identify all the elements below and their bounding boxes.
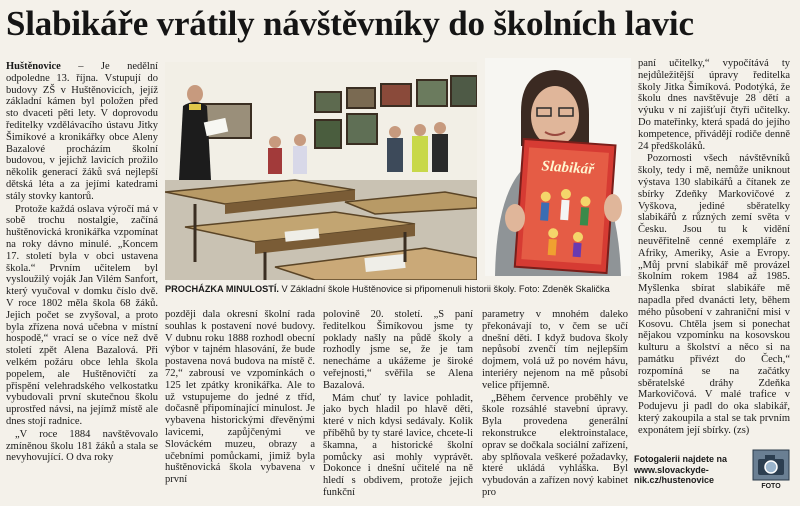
headline: Slabikáře vrátily návštěvníky do školních lavic [6, 4, 694, 43]
article-column-5 [638, 58, 790, 438]
camera-icon [752, 449, 790, 489]
classroom-photo [165, 62, 477, 280]
portrait-illustration [485, 58, 631, 276]
article-paragraph: paní učitelky,“ vypočítává ty nejdůležitější úpravy ředitelka školy Jitka Šimíková. Podotýká, že školu dnes navštěvuje 28 dětí a výuku v ní zajišťují čtyři učitelky. Do mateřinky, která spadá do jejího kompetence, přivádějí rodiče denně 24 předškoláků. [638, 58, 790, 152]
article-paragraph: parametry v mnohém daleko překonávají to, v čem se učí dnešní děti. I když budova školy nepůsobí zvenčí tím nejlepším dojmem, volá už po novém hávu, interiéry nejenom na mě působí velice příjemně. [482, 309, 628, 391]
article-column-1 [6, 61, 158, 465]
promo-link[interactable]: nik.cz/hustenovice [634, 475, 715, 485]
article-column-2 [165, 309, 315, 487]
classroom-illustration [165, 62, 477, 280]
article-paragraph: Mám chuť ty lavice pohladit, jako bych hladil po hlavě děti, které v nich kdysi sedávaly. Kolik příběhů by ty staré lavice, chcete-li škamna, a historické školní pomůcky asi mohly vyprávět. Dokonce i dnešní učitelé na ně hledí s obdivem, protože jejich funkční [323, 392, 473, 498]
photo-caption [165, 284, 635, 295]
article-paragraph [6, 61, 158, 203]
dateline: Huštěnovice [6, 61, 61, 72]
book-title: Slabikář [541, 158, 595, 178]
article-paragraph: Protože každá oslava výročí má v sobě trochu nostalgie, začíná huštěnovická kronikářka vzpomínat na roky dávno minulé. „Koncem 17. století byla v obci ustavena škola.“ Prvním učitelem byl vysloužilý voják Jan Vilém Sanfort, který vyučoval v domku číslo dvě. V roce 1802 měla škola 68 žáků. Jejich počet se zvyšoval, a proto byla zřízena nová učebna v místní hospodě,“ vrací se o více než dvě století zpět Alena Bazalová. Při velkém požáru obce lehla škola popelem, ale Huštěnovičtí za přispění velehradského velkostatku vybudovali první skutečnou školu uprostřed návsi, na jejímž místě ale dnes stojí radnice. [6, 203, 158, 427]
promo-link[interactable]: www.slovackyde- [634, 464, 709, 475]
article-column-3 [323, 309, 473, 500]
article-paragraph: později dala okresní školní rada souhlas k postavení nové budovy. V dubnu roku 1888 rozhodl obecní výbor v tajném hlasování, že bude postavena nová budova na místě č. 72,“ zabrousí ve vzpomínkách o 125 let zpátky kronikářka. Ale to už vstupujeme do jedné z tříd, dočasně připomínající minulost. Je vybavena historickými dřevěnými lavicemi, zapůjčenými ve Slováckém muzeu, obrazy a učebními pomůckami, jimiž byla huštěnovická škola vybavena v první [165, 309, 315, 486]
paragraph-text: – Je nedělní odpoledne 13. října. Vstupují do budovy ZŠ v Huštěnovicích, jejíž základní kámen byl položen před sto dvaceti pěti lety. V doprovodu ředitelky vzdělávacího ústavu Jitky Šimíkové a kronikářky obce Aleny Bazalové procházím školní budovou, v jejichž lavicích prožilo několik generací žáků svá nejlepší dětská léta a za jejími katedrami stály stovky kantorů. [6, 61, 158, 202]
caption-text: V Základní škole Huštěnovice si připomenuli historii školy. [279, 284, 517, 294]
article-column-4 [482, 309, 628, 500]
caption-credit: Foto: Zdeněk Skalička [516, 284, 610, 294]
foto-label: FOTO [761, 483, 781, 489]
article-paragraph: „Během července proběhly ve škole rozsáhlé stavební úpravy. Byla provedena generální rekonstrukce elektroinstalace, oprav se dočkala sociální zařízení, aby splňovala veškeré požadavky, které ukládá vyhláška. Byl vybudován a zařízen nový kabinet pro [482, 392, 628, 498]
article-paragraph: Pozornosti všech návštěvníků školy, tedy i mě, nemůže uniknout výstava 130 slabikářů a čítanek ze sbírky Zdeňky Markovičové z Vyškova, jediné sběratelky slabikářů z různých zemí světa v Česku. Jsou tu k vidění neuvěřitelně cenné exempláře z Afriky, Ameriky, Asie a Evropy. „Můj první slabikář mě provázel školním rokem 1984 až 1985. Myšlenka sbírat slabikáře mě napadla před dvanácti lety, během mého působení v zahraniční misi v Kosovu. Chtěla jsem si ponechat nějakou vzpomínku na kosovskou kulturu a školství a něco si na památku přivézt do Čech,“ rozpomíná se na začátky sběratelské dráhy Zdeňka Markovičová. V malé trafice v Podujevu ji padl do oka slabikář, který zakoupila a stal se tak prvním exponátem její sbírky. (zs) [638, 153, 790, 436]
caption-heading: PROCHÁZKA MINULOSTÍ. [165, 284, 279, 294]
book-portrait-photo [485, 58, 631, 276]
promo-line: Fotogalerii najdete na [634, 454, 728, 464]
article-paragraph: „V roce 1884 navštěvovalo zmíněnou školu 181 žáků a stala se nevyhovující. O dva roky [6, 428, 158, 464]
gallery-promo [634, 454, 752, 486]
article-paragraph: polovině 20. století. „S paní ředitelkou Šimíkovou jsme ty poklady našly na půdě školy a rozhodly jsme se, že je tam nenecháme a ukážeme je široké veřejnosti,“ svěřila se Alena Bazalová. [323, 309, 473, 391]
